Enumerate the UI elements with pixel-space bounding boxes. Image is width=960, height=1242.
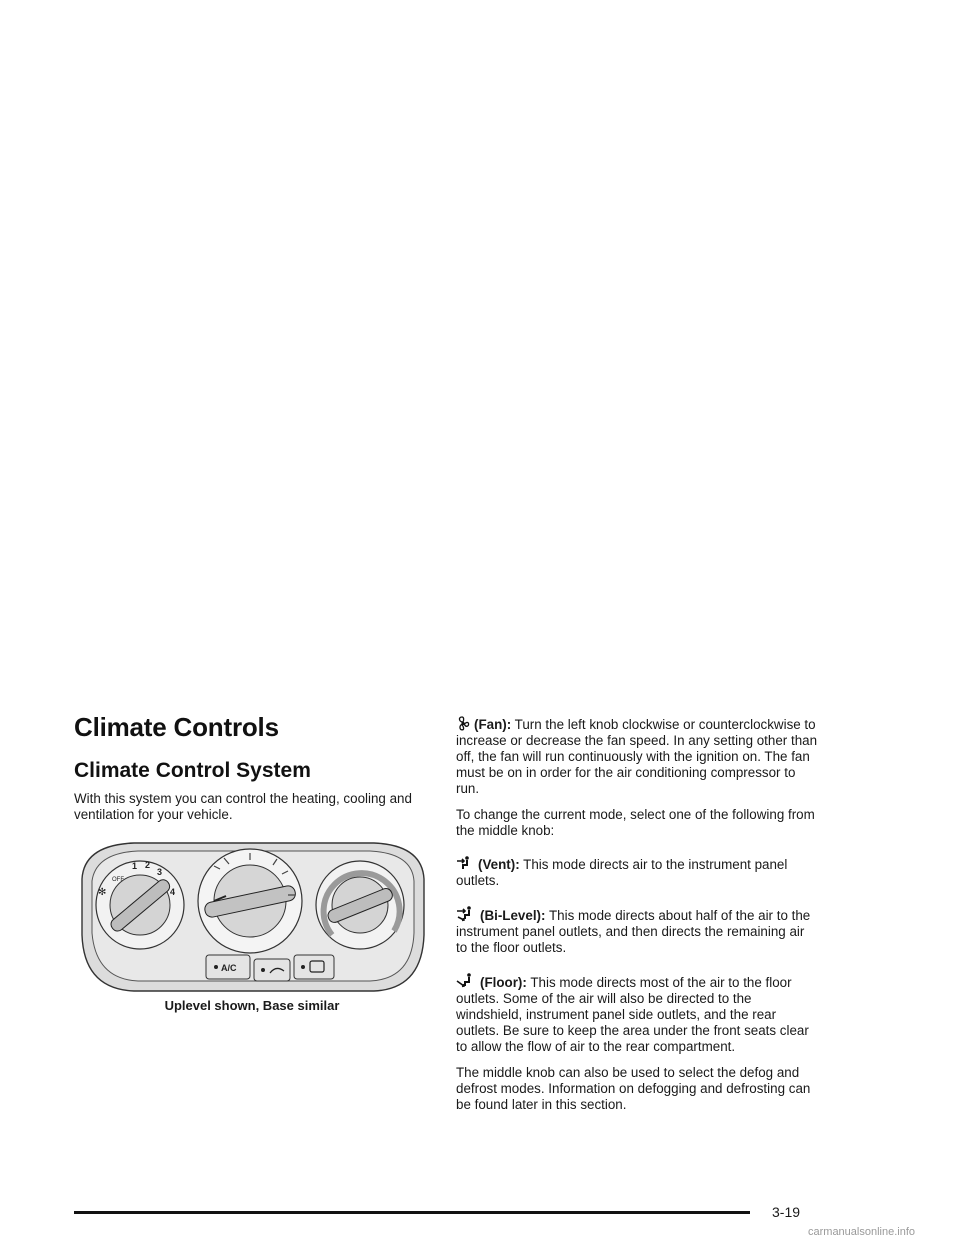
fan-knob-off-label: OFF [112, 877, 124, 883]
bilevel-mode-paragraph [456, 905, 818, 956]
fan-icon [456, 716, 470, 731]
fan-knob [96, 860, 184, 949]
fan-knob-speed-label: 2 [145, 860, 151, 870]
mode-knob [198, 849, 302, 953]
watermark: carmanualsonline.info [808, 1226, 916, 1238]
fan-term: (Fan): [474, 717, 512, 732]
page-title: Climate Controls [74, 712, 279, 742]
bilevel-description: This mode directs about half of the air to the instrument panel outlets, and then directs the remaining air to the floor outlets. [456, 908, 811, 955]
section-title: Climate Control System [74, 759, 311, 782]
figure-caption: Uplevel shown, Base similar [164, 998, 340, 1013]
bilevel-term: (Bi-Level): [480, 908, 546, 923]
vent-mode-paragraph [456, 855, 818, 889]
fan-symbol-icon: ✻ [98, 887, 107, 898]
floor-mode-icon [456, 972, 476, 989]
footer-rule [74, 1211, 750, 1214]
ac-button-label: A/C [221, 963, 237, 973]
vent-description: This mode directs air to the instrument panel outlets. [456, 857, 788, 888]
bilevel-mode-icon [456, 905, 476, 922]
vent-mode-icon [456, 855, 474, 871]
intro-paragraph: With this system you can control the heating, cooling and ventilation for your vehicle. [74, 791, 412, 822]
change-mode-paragraph: To change the current mode, select one of the following from the middle knob: [456, 807, 815, 838]
page-number: 3-19 [772, 1204, 801, 1220]
floor-mode-paragraph [456, 972, 818, 1055]
ac-button [206, 955, 250, 979]
recirculation-button [254, 959, 290, 981]
vent-term: (Vent): [478, 857, 520, 872]
climate-panel-figure [74, 839, 430, 1019]
climate-panel-illustration [74, 839, 430, 997]
floor-description: This mode directs most of the air to the floor outlets. Some of the air will also be directed to the windshield, instrument panel side outlets, and the rear outlets. Be sure to keep the area under the front seats clear to allow the flow of air to the rear compartment. [456, 975, 809, 1054]
temperature-knob [316, 861, 404, 949]
fan-knob-speed-label: 1 [132, 861, 138, 871]
left-column [74, 712, 434, 1019]
fan-knob-speed-label: 3 [157, 867, 163, 877]
fan-knob-speed-label: 4 [170, 887, 176, 897]
defog-paragraph: The middle knob can also be used to select the defog and defrost modes. Information on defogging and defrosting can be found later in this section. [456, 1065, 811, 1112]
right-column [456, 716, 818, 1123]
floor-term: (Floor): [480, 975, 527, 990]
fan-paragraph [456, 716, 818, 797]
fan-description: Turn the left knob clockwise or counterclockwise to increase or decrease the fan speed. In any setting other than off, the fan will run continuously with the ignition on. The fan must be on in order for the air conditioning compressor to run. [456, 717, 818, 796]
rear-defog-button [294, 955, 334, 979]
